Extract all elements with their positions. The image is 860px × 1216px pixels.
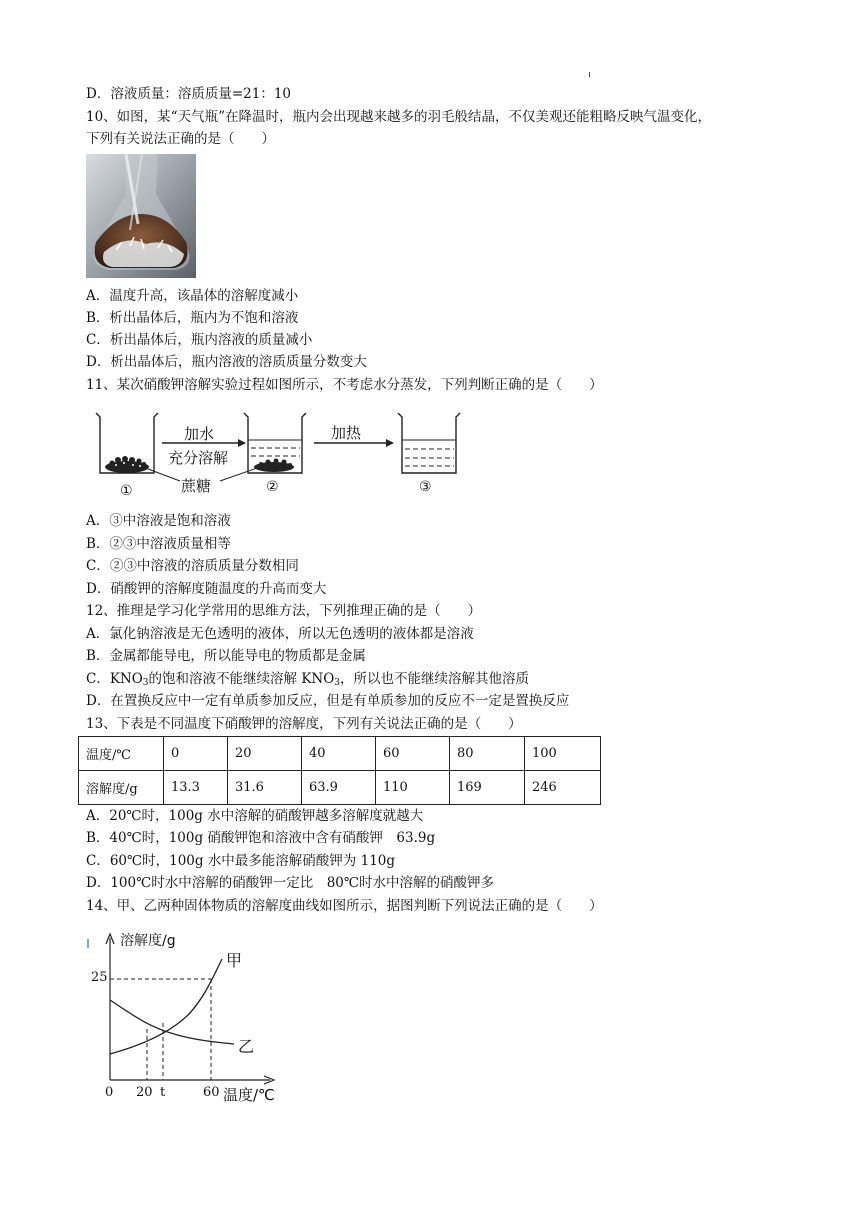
- dissolution-diagram: [88, 403, 488, 503]
- curve-yi-label: 乙: [238, 1037, 255, 1056]
- beaker-3-number: ③: [419, 479, 432, 495]
- curve-jia: [110, 959, 222, 1054]
- table-cell: 169: [450, 771, 525, 805]
- q13-stem: 13、下表是不同温度下硝酸钾的溶解度，下列有关说法正确的是（ ）: [86, 716, 522, 732]
- q13-option-c: C．60℃时，100g 水中最多能溶解硝酸钾为 110g: [86, 853, 396, 869]
- q11-option-a: A．③中溶液是饱和溶液: [86, 513, 231, 529]
- beaker-2-number: ②: [266, 479, 279, 495]
- x-tick-20: 20: [136, 1085, 153, 1100]
- heat-label: 加热: [331, 424, 362, 442]
- q10-option-d: D．析出晶体后，瓶内溶液的溶质质量分数变大: [86, 354, 367, 370]
- table-cell: 温度/℃: [79, 737, 164, 771]
- table-cell: 63.9: [302, 771, 376, 805]
- q10-option-b: B．析出晶体后，瓶内为不饱和溶液: [86, 310, 299, 326]
- q12-option-d: D．在置换反应中一定有单质参加反应，但是有单质参加的反应不一定是置换反应: [86, 693, 570, 709]
- q12-option-c: C．$KNO_3$的饱和溶液不能继续溶解 $KNO_3$，所以也不能继续溶解其他溶质: [86, 671, 530, 688]
- page-mark: [589, 72, 590, 77]
- sugar-label: 蔗糖: [181, 477, 212, 495]
- q11-option-b: B．②③中溶液质量相等: [86, 536, 231, 552]
- y-axis-label: 溶解度/g: [120, 933, 176, 949]
- q13-option-d: D．100℃时水中溶解的硝酸钾一定比 80℃时水中溶解的硝酸钾多: [86, 875, 494, 891]
- sugar-crystals: [105, 456, 149, 473]
- q13-option-a: A．20℃时，100g 水中溶解的硝酸钾越多溶解度就越大: [86, 808, 424, 824]
- table-row: [79, 737, 601, 771]
- table-row: [79, 771, 601, 805]
- x-tick-60: 60: [203, 1085, 220, 1100]
- q10-option-c: C．析出晶体后，瓶内溶液的质量减小: [86, 332, 313, 348]
- table-cell: 13.3: [164, 771, 228, 805]
- table-cell: 110: [376, 771, 450, 805]
- q10-stem-line2: 下列有关说法正确的是（ ）: [86, 131, 275, 147]
- x-axis-label: 温度/℃: [223, 1086, 275, 1104]
- table-cell: 246: [525, 771, 601, 805]
- table-cell: 31.6: [228, 771, 302, 805]
- q14-stem: 14、甲、乙两种固体物质的溶解度曲线如图所示，据图判断下列说法正确的是（ ）: [86, 898, 603, 914]
- add-water-label: 加水: [184, 425, 215, 443]
- solubility-curve-figure: [84, 924, 284, 1104]
- q10-option-a: A．温度升高，该晶体的溶解度减小: [86, 288, 299, 304]
- q12-option-a: A．氯化钠溶液是无色透明的液体，所以无色透明的液体都是溶液: [86, 626, 474, 642]
- x-tick-0: 0: [105, 1085, 114, 1100]
- q9-option-d: D．溶液质量：溶质质量=21：10: [86, 86, 291, 102]
- table-cell: 60: [376, 737, 450, 771]
- q13-option-b: B．40℃时，100g 硝酸钾饱和溶液中含有硝酸钾 63.9g: [86, 830, 436, 846]
- y-tick-25: 25: [91, 970, 108, 985]
- table-cell: 40: [302, 737, 376, 771]
- table-cell: 溶解度/g: [79, 771, 164, 805]
- q10-stem-line1: 10、如图，某“天气瓶”在降温时，瓶内会出现越来越多的羽毛般结晶，不仅美观还能粗略反映气温变化，: [86, 109, 711, 125]
- dissolve-label: 充分溶解: [168, 449, 229, 467]
- weather-bottle-photo: [86, 154, 196, 278]
- q12-option-b: B．金属都能导电，所以能导电的物质都是金属: [86, 648, 366, 664]
- beaker-1-number: ①: [120, 483, 133, 499]
- table-cell: 100: [525, 737, 601, 771]
- q11-option-d: D．硝酸钾的溶解度随温度的升高而变大: [86, 581, 327, 597]
- curve-jia-label: 甲: [226, 951, 243, 970]
- table-cell: 80: [450, 737, 525, 771]
- q11-option-c: C．②③中溶液的溶质质量分数相同: [86, 558, 299, 574]
- x-tick-t: t: [160, 1085, 166, 1100]
- q11-stem: 11、某次硝酸钾溶解实验过程如图所示，不考虑水分蒸发，下列判断正确的是（ ）: [86, 377, 603, 393]
- curve-yi: [110, 1000, 234, 1044]
- solubility-table: [78, 736, 601, 805]
- table-cell: 20: [228, 737, 302, 771]
- table-cell: 0: [164, 737, 228, 771]
- q12-stem: 12、推理是学习化学常用的思维方法，下列推理正确的是（ ）: [86, 603, 482, 619]
